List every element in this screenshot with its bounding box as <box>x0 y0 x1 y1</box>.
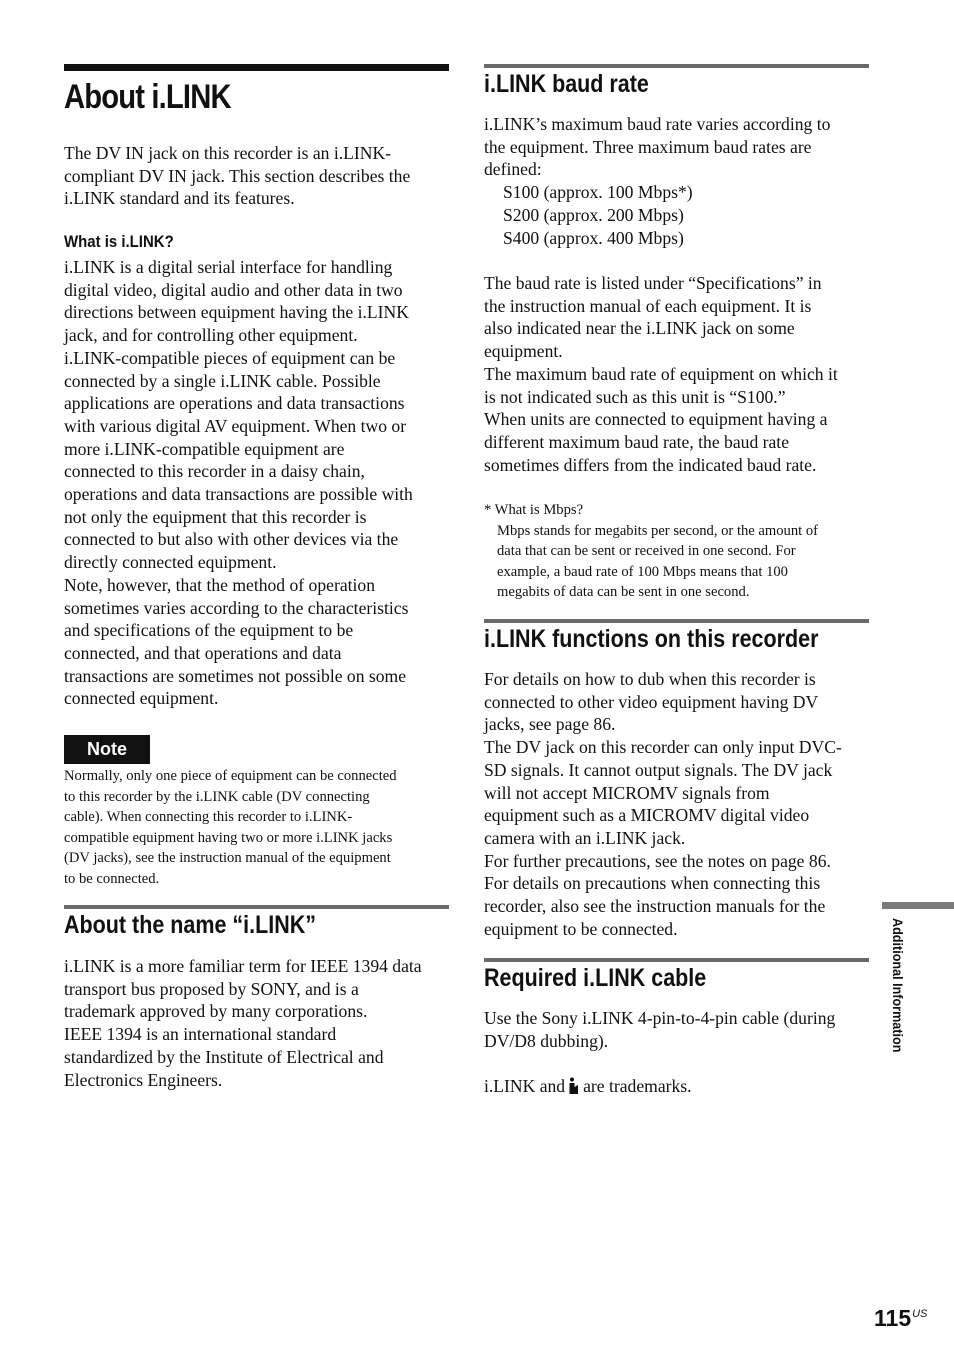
text-line: with various digital AV equipment. When two or <box>64 415 407 436</box>
text-line: data that can be sent or received in one second. For <box>497 543 796 559</box>
text-line: Use the Sony i.LINK 4-pin-to-4-pin cable (during <box>484 1008 836 1028</box>
text-line: Normally, only one piece of equipment can be connected <box>64 768 397 784</box>
text-line: to this recorder by the i.LINK cable (DV connecting <box>64 788 370 805</box>
text-line: jacks, see page 86. <box>484 714 616 735</box>
text-line: Electronics Engineers. <box>64 1069 223 1090</box>
text-line: When units are connected to equipment having a <box>484 409 828 430</box>
section-rule <box>484 619 869 623</box>
functions-heading: i.LINK functions on this recorder <box>484 625 819 653</box>
what-is-heading: What is i.LINK? <box>64 232 174 251</box>
title-rule <box>64 64 449 71</box>
text-line: The DV IN jack on this recorder is an i.LINK- <box>64 143 392 163</box>
text-line: equipment. <box>484 341 563 362</box>
text-line: trademark approved by many corporations. <box>64 1001 368 1022</box>
text-line: connected by a single i.LINK cable. Possible <box>64 370 381 391</box>
note-paragraph <box>64 766 449 889</box>
text-line: different maximum baud rate, the baud rate <box>484 431 790 452</box>
text-line: directly connected equipment. <box>64 552 277 573</box>
text-line: connected, and that operations and data <box>64 642 342 663</box>
text-line: cable). When connecting this recorder to i.LINK- <box>64 809 353 825</box>
text-line: not only the equipment that this recorder is <box>64 506 367 527</box>
intro-paragraph <box>64 142 449 210</box>
text-line: Mbps stands for megabits per second, or the amount of <box>497 522 818 539</box>
section-rule <box>484 958 869 962</box>
text-line: transactions are sometimes not possible on some <box>64 665 407 686</box>
text-line: connected to but also with other devices via the <box>64 529 399 550</box>
text-line: the instruction manual of each equipment. It is <box>484 295 812 316</box>
section-rule <box>64 905 449 909</box>
text-line: IEEE 1394 is an international standard <box>64 1024 337 1045</box>
text-line: more i.LINK-compatible equipment are <box>64 438 345 459</box>
text-line: i.LINK standard and its features. <box>64 188 295 209</box>
text-line: digital video, digital audio and other data in two <box>64 279 403 300</box>
about-name-heading: About the name “i.LINK” <box>64 911 317 939</box>
text-line: operations and data transactions are possible with <box>64 484 413 505</box>
text-line: example, a baud rate of 100 Mbps means that 100 <box>497 563 788 580</box>
text-line: sometimes differs from the indicated baud rate. <box>484 454 817 475</box>
text-line: For details on how to dub when this recorder is <box>484 669 816 689</box>
rate-item: S400 (approx. 400 Mbps) <box>503 227 684 248</box>
about-name-paragraph <box>64 955 449 1091</box>
text-line: SD signals. It cannot output signals. The DV jack <box>484 759 833 780</box>
baud-rate-intro <box>484 113 869 249</box>
baud-rate-heading: i.LINK baud rate <box>484 70 649 98</box>
text-line: DV/D8 dubbing). <box>484 1030 609 1051</box>
text-line: applications are operations and data transactions <box>64 393 405 414</box>
ilink-logo-icon <box>568 1077 580 1095</box>
rate-item: S100 (approx. 100 Mbps*) <box>503 182 693 203</box>
text-line: standardized by the Institute of Electrical and <box>64 1046 384 1067</box>
text-line: connected equipment. <box>64 688 219 709</box>
trademark-line <box>484 1075 869 1098</box>
page-number <box>874 1300 927 1332</box>
text-line: (DV jacks), see the instruction manual of the equipment <box>64 850 391 866</box>
text-line: directions between equipment having the i.LINK <box>64 302 409 323</box>
text-line: to be connected. <box>64 870 160 887</box>
text-line: The baud rate is listed under “Specifications” in <box>484 273 822 293</box>
text-line: connected to other video equipment having DV <box>484 691 819 712</box>
text-line: i.LINK is a digital serial interface for handling <box>64 257 393 277</box>
text-line: equipment to be connected. <box>484 918 678 939</box>
text-line: the equipment. Three maximum baud rates are <box>484 136 812 157</box>
section-rule <box>484 64 869 68</box>
text-line: recorder, also see the instruction manuals for the <box>484 896 826 917</box>
page-number-value: 115 <box>874 1305 912 1331</box>
text-line: Note, however, that the method of operation <box>64 574 376 595</box>
note-badge: Note <box>64 735 150 764</box>
page-title: About i.LINK <box>64 78 231 116</box>
text-line: is not indicated such as this unit is “S100.” <box>484 386 786 407</box>
text-line: jack, and for controlling other equipment. <box>64 325 358 346</box>
text-line: camera with an i.LINK jack. <box>484 827 686 848</box>
side-tab-label: Additional Information <box>890 918 906 1053</box>
trademark-text-before: i.LINK and <box>484 1076 566 1096</box>
text-line: sometimes varies according to the characteristics <box>64 597 409 618</box>
functions-paragraph <box>484 668 869 940</box>
baud-rate-paragraph <box>484 272 869 476</box>
text-line: i.LINK’s maximum baud rate varies according to <box>484 114 831 134</box>
side-tab-bar <box>882 902 954 909</box>
text-line: compliant DV IN jack. This section describes the <box>64 165 411 186</box>
text-line: For further precautions, see the notes on page 86. <box>484 850 831 871</box>
text-line: also indicated near the i.LINK jack on some <box>484 318 795 339</box>
text-line: The maximum baud rate of equipment on which it <box>484 363 838 384</box>
text-line: equipment such as a MICROMV digital video <box>484 805 810 826</box>
text-line: will not accept MICROMV signals from <box>484 782 770 803</box>
page-number-suffix: US <box>912 1308 928 1320</box>
text-line: transport bus proposed by SONY, and is a <box>64 978 359 999</box>
text-line: i.LINK is a more familiar term for IEEE 1394 data <box>64 956 422 976</box>
trademark-text-after: are trademarks. <box>583 1076 692 1096</box>
text-line: For details on precautions when connecting this <box>484 873 821 894</box>
text-line <box>484 1075 869 1098</box>
footnote-title: * What is Mbps? <box>484 502 584 518</box>
text-line: connected to this recorder in a daisy chain, <box>64 461 365 482</box>
cable-paragraph <box>484 1007 869 1052</box>
text-line: compatible equipment having two or more i.LINK jacks <box>64 829 393 846</box>
text-line: defined: <box>484 159 542 180</box>
cable-heading: Required i.LINK cable <box>484 964 707 992</box>
mbps-footnote <box>484 500 869 603</box>
text-line: and specifications of the equipment to be <box>64 620 354 641</box>
what-is-paragraph <box>64 256 449 710</box>
rate-item: S200 (approx. 200 Mbps) <box>503 204 684 225</box>
text-line: i.LINK-compatible pieces of equipment can be <box>64 347 396 368</box>
text-line: The DV jack on this recorder can only input DVC- <box>484 737 842 758</box>
text-line: megabits of data can be sent in one second. <box>497 584 750 600</box>
